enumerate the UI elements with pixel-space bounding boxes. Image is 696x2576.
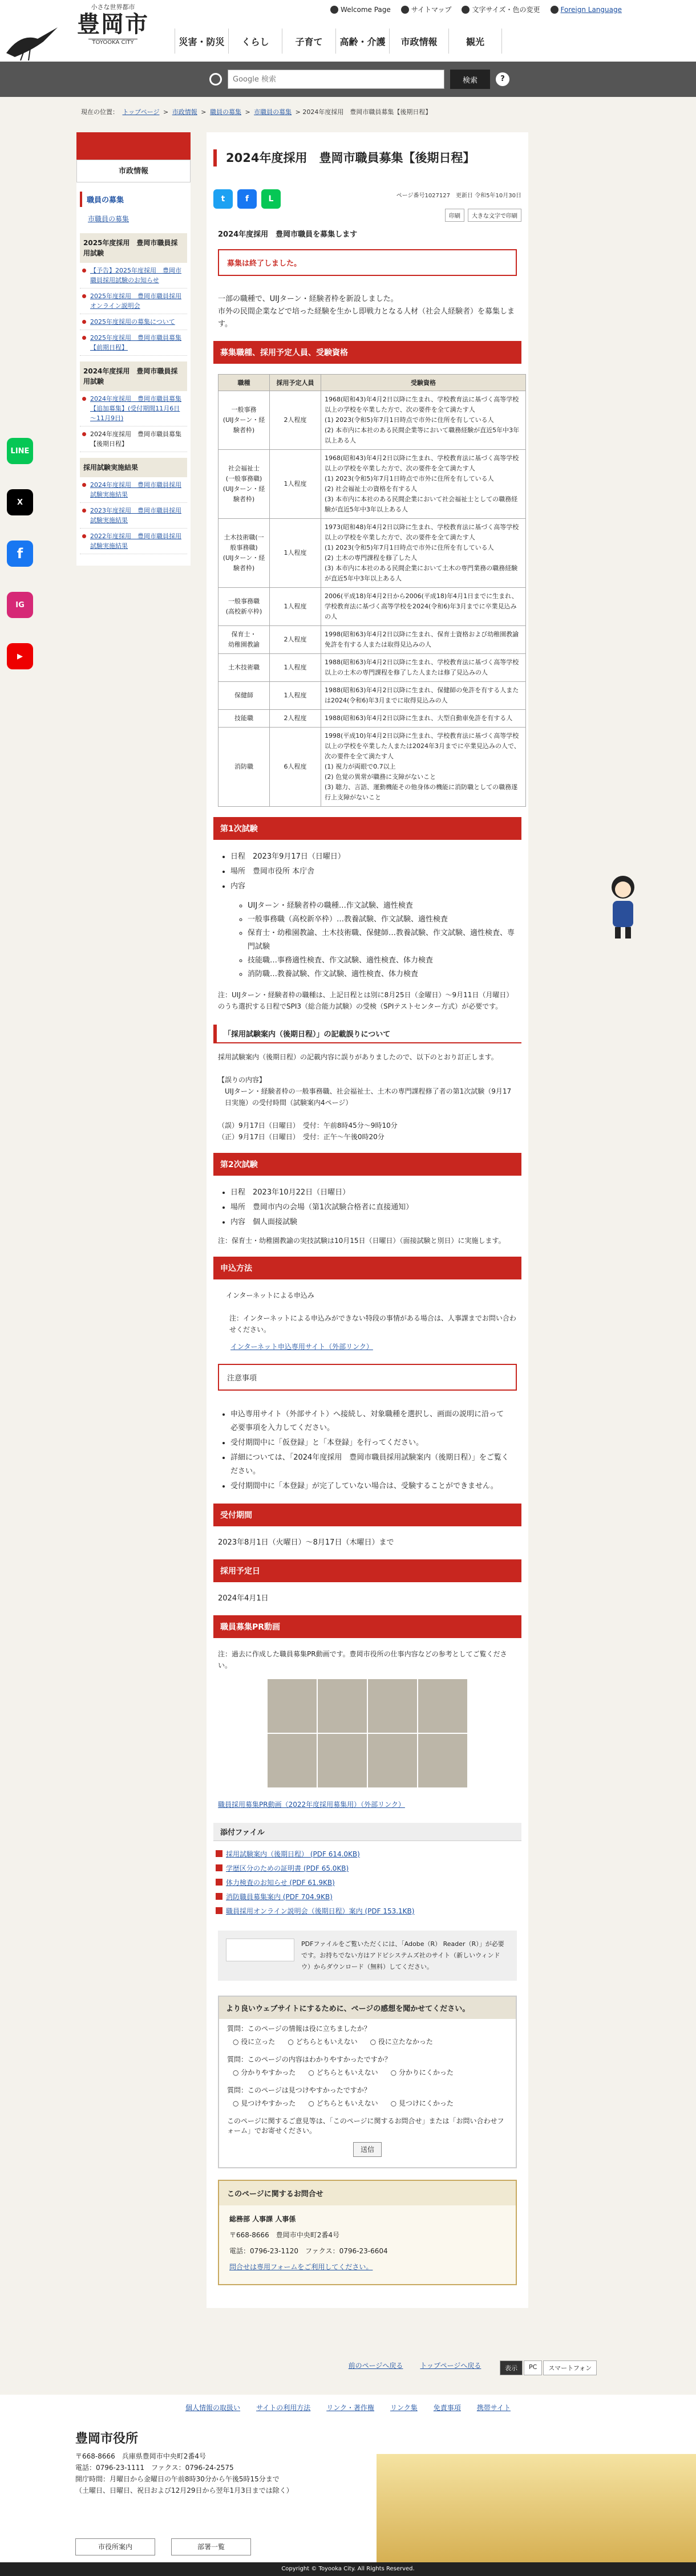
logo-subtitle: 小さな世界都市	[91, 3, 135, 11]
utility-links	[330, 5, 622, 14]
globe-icon	[330, 6, 338, 14]
nav-life[interactable]: くらし	[228, 29, 282, 54]
footer-address: 〒668-8666 兵庫県豊岡市中央町2番4号	[75, 2452, 207, 2460]
search-button[interactable]: 検索	[450, 70, 490, 89]
radio-option[interactable]: ○ 役に立った	[233, 2038, 276, 2046]
exam1-list: • 日程 2023年9月17日（日曜日） • 場所 豊岡市役所 本庁舎 • 内容	[213, 850, 521, 893]
section-heading: 募集職種、採用予定人員、受験資格	[213, 341, 521, 364]
help-icon[interactable]: ?	[496, 72, 509, 86]
table-cell: 土木技術職(一般事務職) (UIJターン・経験者枠)	[218, 519, 270, 588]
sidebar-subitem[interactable]: 2025年度採用 豊岡市職員募集【前期日程】	[80, 330, 187, 356]
table-header: 受験資格	[321, 375, 526, 391]
table-cell: 1人程度	[270, 654, 321, 682]
display-switch	[500, 2360, 597, 2375]
exam2-note: 注：保育士・幼稚園教諭の実技試験は10月15日（日曜日）（面接試験と別日）に実施します。	[218, 1237, 505, 1245]
ended-notice: 募集は終了しました。	[218, 249, 517, 276]
contact-box	[218, 2180, 517, 2285]
search-input[interactable]	[228, 70, 444, 89]
table-cell: 1988(昭和63)年4月2日以降に生まれ、大型自動車免許を有する人	[321, 710, 526, 728]
pr-video-link[interactable]: 職員採用募集PR動画（2022年度採用募集用）（外部リンク）	[218, 1801, 405, 1809]
table-cell: 1998(平成10)年4月2日以降に生まれ、学校教育法に基づく高等学校以上の学校を卒業した人または2024年3月までに卒業見込みの人で、次の要件を全て満たす人 (1) 視力が両眼で0.7以上 (2) 色覚の異常が職務に支障がないこと (3) 聴力、言語、運動機能その他身体の機能に消防職としての職務遂行上支障がないこと	[321, 728, 526, 807]
radio-option[interactable]: ○ 役に立たなかった	[370, 2038, 433, 2046]
footer-hours-note: （土曜日、日曜日、祝日および12月29日から翌年1月3日までは除く）	[75, 2486, 293, 2494]
table-row	[218, 391, 526, 450]
table-header: 職種	[218, 375, 270, 391]
footer-link[interactable]: サイトの利用方法	[256, 2403, 311, 2412]
table-cell: 土木技術職	[218, 654, 270, 682]
table-cell: 1人程度	[270, 450, 321, 519]
sidebar-subitem-current[interactable]: 2024年度採用 豊岡市職員募集【後期日程】	[80, 426, 187, 452]
search-icon	[209, 73, 222, 86]
sidebar-subitem[interactable]: 2025年度採用の募集について	[80, 314, 187, 330]
radio-option[interactable]: ○ どちらともいえない	[308, 2069, 378, 2077]
site-header	[0, 0, 696, 62]
breadcrumb-city-info[interactable]: 市政情報	[172, 108, 197, 116]
contact-heading: このページに関するお問合せ	[219, 2181, 516, 2205]
sidebar-item-city-recruit[interactable]: 市職員の募集	[88, 215, 130, 223]
back-link[interactable]: 前のページへ戻る	[348, 2362, 403, 2370]
table-row	[218, 728, 526, 807]
table-cell: 1988(昭和63)年4月2日以降に生まれ、保健師の免許を有する人または2024(令和6)年3月までに取得見込みの人	[321, 682, 526, 710]
section-heading: 職員募集PR動画	[213, 1615, 521, 1638]
display-pc-button[interactable]: PC	[524, 2360, 542, 2375]
text-size-icon	[462, 6, 470, 14]
hire-date: 2024年4月1日	[218, 1594, 269, 1603]
files-heading: 添付ファイル	[213, 1823, 521, 1841]
language-icon	[551, 6, 559, 14]
pr-video-thumbnail[interactable]	[268, 1679, 467, 1787]
table-header: 採用予定人員	[270, 375, 321, 391]
radio-option[interactable]: ○ 分かりにくかった	[390, 2069, 454, 2077]
table-cell: 消防職	[218, 728, 270, 807]
sidebar-title: 市政情報	[76, 160, 191, 182]
contact-address: 〒668-8666 豊岡市中央町2番4号	[229, 2231, 340, 2239]
footer-link[interactable]: 免責事項	[433, 2403, 461, 2412]
print-button[interactable]: 印刷	[445, 209, 464, 222]
main-content	[207, 132, 528, 2308]
table-row	[218, 654, 526, 682]
attachment-link[interactable]: 消防職員募集案内 (PDF 704.9KB)	[213, 1892, 521, 1901]
footer-link[interactable]: 個人情報の取扱い	[185, 2403, 241, 2412]
sidebar-subitem[interactable]: 2024年度採用 豊岡市職員採用試験実施結果	[80, 477, 187, 503]
sidebar-subitem[interactable]: 2022年度採用 豊岡市職員採用試験実施結果	[80, 529, 187, 554]
attachment-link[interactable]: 学歴区分のための証明書 (PDF 65.0KB)	[213, 1863, 521, 1873]
intro-text: 一部の職種で、UIJターン・経験者枠を新設しました。 市外の民間企業などで培った経験を生かし即戦力となる人材（社会人経験者）を募集します。	[218, 295, 515, 328]
display-label: 表示	[500, 2360, 523, 2375]
correction-text: 採用試験案内（後期日程）の記載内容に誤りがありましたので、以下のとおり訂正します。 【誤りの内容】 UIJターン・経験者枠の一般事務職、社会福祉士、土木の専門課程修了者の第1次試験（9月17日実施）の受付時間（試験案内4ページ） （誤）9月17日（日曜日） 受付：午前8時45分～9時10分 （正）9月17日（日曜日） 受付：正午～午後0時20分	[218, 1053, 512, 1141]
table-cell: 1998(昭和63)年4月2日以降に生まれ、保育士資格および幼稚園教諭免許を有する人または取得見込みの人	[321, 626, 526, 654]
breadcrumb-top[interactable]: トップページ	[122, 108, 160, 116]
sidebar-subitem[interactable]: 2025年度採用 豊岡市職員採用オンライン説明会	[80, 289, 187, 314]
notes-list: • 申込専用サイト（外部サイト）へ接続し、対象職種を選択し、画面の説明に沿って必要事項を入力してください。 • 受付期間中に「仮登録」と「本登録」を行ってください。 • 詳細については、「2024年度採用 豊岡市職員採用試験案内（後期日程）」をご覧ください。 • 受付期間中に「本登録」が完了していない場合は、受験することができません。	[213, 1408, 521, 1493]
apply-text: インターネットによる申込み 注：インターネットによる申込みができない特段の事情がある場合は、人事課までお問い合わせください。	[226, 1291, 516, 1334]
attachment-link[interactable]: 職員採用オンライン説明会（後期日程）案内 (PDF 153.1KB)	[213, 1906, 521, 1916]
radio-option[interactable]: ○ 見つけやすかった	[233, 2099, 296, 2107]
breadcrumb-city-recruit[interactable]: 市職員の募集	[254, 108, 292, 116]
page-meta: ページ番号1027127 更新日 令和5年10月30日	[396, 193, 521, 199]
site-logo[interactable]	[0, 0, 177, 62]
x-share-icon[interactable]: X	[7, 489, 33, 515]
question-label: 質問：このページは見つけやすかったですか？	[227, 2086, 371, 2094]
global-nav	[175, 29, 502, 54]
table-row	[218, 710, 526, 728]
attachments-list	[213, 1849, 521, 1916]
contact-phone: 電話：0796-23-1120 ファクス：0796-23-6604	[229, 2247, 388, 2255]
radio-option[interactable]: ○ どちらともいえない	[288, 2038, 358, 2046]
nav-city-info[interactable]: 市政情報	[389, 29, 448, 54]
sidebar-item-current[interactable]: 職員の募集	[80, 192, 187, 207]
logo-title: 豊岡市	[77, 11, 149, 38]
exam1-note: 注：UIJターン・経験者枠の職種は、上記日程とは別に8月25日（金曜日）～9月11日（月曜日）のうち選択する日程でSPI3（総合能力試験）の受検（SPIテストセンター方式）が必要です。	[218, 991, 513, 1010]
facebook-share-icon[interactable]: f	[7, 541, 33, 567]
sitemap-icon	[401, 6, 409, 14]
table-row	[218, 450, 526, 519]
pr-note: 注：過去に作成した職員募集PR動画です。豊岡市役所の仕事内容などの参考としてご覧ください。	[218, 1650, 507, 1669]
sidebar-subitem[interactable]: 2024年度採用 豊岡市職員募集【追加募集】(受付期間11月6日～11月9日)	[80, 391, 187, 426]
table-cell: 1人程度	[270, 588, 321, 626]
period-text: 2023年8月1日（火曜日）～8月17日（木曜日）まで	[218, 1538, 394, 1547]
breadcrumb-current: 2024年度採用 豊岡市職員募集【後期日程】	[302, 108, 432, 116]
top-link[interactable]: トップページへ戻る	[420, 2362, 481, 2370]
table-cell: 1988(昭和63)年4月2日以降に生まれ、学校教育法に基づく高等学校以上の土木の専門課程を修了した人または修了見込みの人	[321, 654, 526, 682]
foreign-language-link[interactable]: Foreign Language	[551, 5, 622, 14]
table-cell: 1968(昭和43)年4月2日以降に生まれ、学校教育法に基づく高等学校以上の学校を卒業した方で、次の要件を全て満たす人 (1) 2023(令和5)年7月1日時点で市外に住所を有している人 (2) 本市内に本社のある民間企業等において職務経験が直近5年中3年以上ある人	[321, 391, 526, 450]
table-row	[218, 626, 526, 654]
sidebar-subitem[interactable]: 2023年度採用 豊岡市職員採用試験実施結果	[80, 503, 187, 529]
submit-button[interactable]: 送信	[353, 2142, 382, 2157]
table-cell: 社会福祉士 (一般事務職) (UIJターン・経験者枠)	[218, 450, 270, 519]
landscape-illustration	[377, 2454, 696, 2562]
table-row	[218, 519, 526, 588]
table-cell: 保健師	[218, 682, 270, 710]
subsection-heading: 「採用試験案内（後期日程）」の記載誤りについて	[213, 1025, 521, 1043]
table-row	[218, 682, 526, 710]
table-cell: 2人程度	[270, 391, 321, 450]
instagram-icon[interactable]: IG	[7, 592, 33, 618]
notice-box: 注意事項	[218, 1364, 517, 1391]
footer-link[interactable]: リンク集	[390, 2403, 418, 2412]
footer-link[interactable]: 携帯サイト	[476, 2403, 511, 2412]
facebook-icon[interactable]: f	[237, 189, 257, 209]
twitter-icon[interactable]: t	[213, 189, 233, 209]
contact-dept: 総務部 人事課 人事係	[229, 2215, 296, 2223]
positions-table	[218, 374, 526, 807]
logo-english: TOYOOKA CITY	[88, 39, 137, 46]
crane-icon	[3, 22, 60, 62]
apply-site-link[interactable]: インターネット申込専用サイト（外部リンク）	[230, 1343, 373, 1351]
table-row	[218, 588, 526, 626]
table-cell: 2人程度	[270, 710, 321, 728]
large-print-button[interactable]: 大きな文字で印刷	[468, 209, 521, 222]
table-cell: 2006(平成18)年4月2日から2006(平成18)年4月1日までに生まれ、学校教育法に基づく高等学校を2024(令和6)年3月までに卒業見込みの人	[321, 588, 526, 626]
nav-childcare[interactable]: 子育て	[282, 29, 335, 54]
department-list-button[interactable]: 部署一覧	[171, 2538, 251, 2555]
section-heading: 採用予定日	[213, 1559, 521, 1582]
radio-option[interactable]: ○ 分かりやすかった	[233, 2069, 296, 2077]
table-cell: 1973(昭和48)年4月2日以降に生まれ、学校教育法に基づく高等学校以上の学校を卒業した方で、次の要件を全て満たす人 (1) 2023(令和5)年7月1日時点で市外に住所を有している人 (2) 土木の専門課程を修了した人 (3) 本市内に本社のある民間企業において土木の専門業務の職務経験が直近5年中3年以上ある人	[321, 519, 526, 588]
mascot-illustration	[606, 872, 640, 941]
table-cell: 技能職	[218, 710, 270, 728]
footer-link[interactable]: リンク・著作権	[326, 2403, 374, 2412]
sitemap-link[interactable]: サイトマップ	[401, 5, 452, 14]
line-share-icon[interactable]: LINE	[7, 438, 33, 464]
radio-option[interactable]: ○ どちらともいえない	[308, 2099, 378, 2107]
nav-elderly[interactable]: 高齢・介護	[335, 29, 389, 54]
search-bar	[0, 62, 696, 97]
footer-phone: 電話：0796-23-1111 ファクス：0796-24-2575	[75, 2464, 234, 2472]
site-footer	[0, 2420, 696, 2562]
section-heading: 受付期間	[213, 1504, 521, 1526]
section-heading: 第1次試験	[213, 817, 521, 840]
sidebar-group: 2025年度採用 豊岡市職員採用試験	[80, 233, 187, 263]
table-cell: 保育士・ 幼稚園教諭	[218, 626, 270, 654]
lead-text: 2024年度採用 豊岡市職員を募集します	[218, 230, 358, 239]
table-cell: 1968(昭和43)年4月2日以降に生まれ、学校教育法に基づく高等学校以上の学校を卒業した方で、次の要件を全て満たす人 (1) 2023(令和5)年7月1日時点で市外に住所を有している人 (2) 社会福祉士の資格を有する人 (3) 本市内に本社のある民間企業において社会福祉士としての職務経験が直近5年中3年以上ある人	[321, 450, 526, 519]
welcome-link[interactable]: Welcome Page	[330, 5, 391, 14]
breadcrumb-prefix: 現在の位置：	[81, 108, 119, 116]
adobe-reader-icon[interactable]	[226, 1939, 294, 1961]
footer-links	[0, 2395, 696, 2420]
footer-hours: 開庁時間：月曜日から金曜日の午前8時30分から午後5時15分まで	[75, 2475, 280, 2483]
sidebar-group: 2024年度採用 豊岡市職員採用試験	[80, 361, 187, 391]
nav-tourism[interactable]: 観光	[448, 29, 502, 54]
section-heading: 申込方法	[213, 1257, 521, 1279]
contact-form-link[interactable]: 問合せは専用フォームをご利用してください。	[229, 2263, 373, 2271]
nav-disaster[interactable]: 災害・防災	[175, 29, 228, 54]
attachment-link[interactable]: 体力検査のお知らせ (PDF 61.9KB)	[213, 1878, 521, 1887]
breadcrumb: 現在の位置： トップページ > 市政情報 > 職員の募集 > 市職員の募集 > 2024年度採用 豊岡市職員募集【後期日程】	[81, 108, 432, 116]
feedback-note: このページに関するご意見等は、「このページに関するお問合せ」または「お問い合わせフォーム」でお寄せください。	[227, 2117, 504, 2135]
text-size-link[interactable]: 文字サイズ・色の変更	[462, 5, 540, 14]
page-title: 2024年度採用 豊岡市職員募集【後期日程】	[213, 149, 521, 166]
table-cell: 一般事務 (UIJターン・経験者枠)	[218, 391, 270, 450]
table-cell: 一般事務職 (高校新卒枠)	[218, 588, 270, 626]
feedback-heading: より良いウェブサイトにするために、ページの感想を聞かせてください。	[219, 1997, 516, 2019]
table-cell: 1人程度	[270, 519, 321, 588]
line-icon[interactable]: L	[261, 189, 281, 209]
sidebar	[76, 132, 191, 566]
breadcrumb-recruit[interactable]: 職員の募集	[209, 108, 241, 116]
footer-org-name: 豊岡市役所	[75, 2432, 139, 2446]
table-cell: 1人程度	[270, 682, 321, 710]
pdf-notice: PDFファイルをご覧いただくには、「Adobe（R） Reader（R）」が必要です。お持ちでない方はアドビシステムズ社のサイト（新しいウィンドウ）からダウンロード（無料）してください。	[218, 1931, 517, 1981]
sidebar-subitem[interactable]: 【予告】2025年度採用 豊岡市職員採用試験のお知らせ	[80, 263, 187, 289]
city-hall-guide-button[interactable]: 市役所案内	[75, 2538, 155, 2555]
attachment-link[interactable]: 採用試験案内（後期日程） (PDF 614.0KB)	[213, 1849, 521, 1859]
radio-option[interactable]: ○ 見つけにくかった	[390, 2099, 454, 2107]
question-label: 質問：このページの情報は役に立ちましたか？	[227, 2025, 371, 2033]
copyright: Copyright © Toyooka City. All Rights Reserved.	[0, 2562, 696, 2576]
display-sp-button[interactable]: スマートフォン	[543, 2360, 597, 2375]
feedback-form	[218, 1996, 517, 2168]
print-tools	[445, 209, 521, 222]
youtube-icon[interactable]: ▶	[7, 643, 33, 669]
question-label: 質問：このページの内容はわかりやすかったですか？	[227, 2055, 391, 2063]
section-heading: 第2次試験	[213, 1153, 521, 1176]
table-cell: 2人程度	[270, 626, 321, 654]
exam1-content-list: ◦ UIJターン・経験者枠の職種…作文試験、適性検査 ◦ 一般事務職（高校新卒枠）…教養試験、作文試験、適性検査 ◦ 保育士・幼稚園教諭、土木技術職、保健師…教養試験、作文試験、適性検査、専門試験 ◦ 技能職…事務適性検査、作文試験、適性検査、体力検査 ◦ 消防職…教養試験、作文試験、適性検査、体力検査	[213, 899, 521, 981]
sidebar-group: 採用試験実施結果	[80, 458, 187, 477]
table-cell: 6人程度	[270, 728, 321, 807]
exam2-list: • 日程 2023年10月22日（日曜日） • 場所 豊岡市内の会場（第1次試験合格者に直接通知） • 内容 個人面接試験	[213, 1186, 521, 1229]
